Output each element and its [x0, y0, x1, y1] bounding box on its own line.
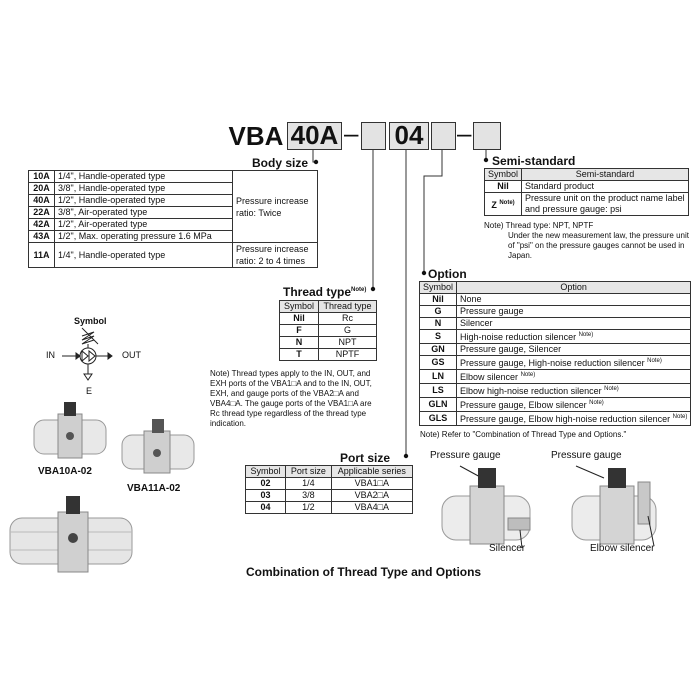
body-sym-2: 40A: [29, 195, 55, 207]
body-sym-3: 22A: [29, 207, 55, 219]
thread-type-note: Note) Thread types apply to the IN, OUT, and EXH ports of the VBA1□A and to the IN, OUT, EXH, and gauge ports of the VBA2□A and VBA4□A. The gauge ports of the VBA1□A are Rc thread type regardless of the thread type indication.: [210, 369, 372, 428]
body-sym-6: 11A: [29, 243, 55, 268]
port-series-0: VBA1□A: [331, 478, 412, 490]
port-size-1: 3/8: [286, 490, 332, 502]
symbol-out-label: OUT: [122, 350, 141, 360]
model-prefix: VBA: [228, 121, 284, 151]
option-desc-1: Pressure gauge: [460, 306, 524, 316]
body-sym-0: 10A: [29, 171, 55, 183]
option-sym-1: G: [420, 306, 457, 318]
option-gauge-silencer-icon: [430, 456, 545, 556]
port-code-box: 04: [389, 122, 429, 150]
body-ratio-2to4: Pressure increase ratio: 2 to 4 times: [233, 243, 318, 268]
pressure-gauge-label-2: Pressure gauge: [551, 450, 622, 461]
semi-standard-table: [484, 168, 689, 216]
option-gauge-elbow-silencer-icon: [566, 456, 681, 556]
option-sym-6: LN: [420, 370, 457, 384]
port-sym-1: 03: [246, 490, 286, 502]
silencer-label: Silencer: [489, 543, 526, 554]
body-desc-6: 1/4", Handle-operated type: [55, 243, 233, 268]
semi-note-body: Under the new measurement law, the pressure unit of "psi" on the pressure gauges cannot be used in Japan.: [508, 231, 689, 260]
option-desc-7: Elbow high-noise reduction silencer: [460, 386, 602, 396]
thread-sym-0: Nil: [280, 313, 319, 325]
body-desc-4: 1/2", Air-operated type: [55, 219, 233, 231]
thread-val-2: NPT: [319, 337, 377, 349]
option-sym-8: GLN: [420, 398, 457, 412]
vba40a-product-icon: [6, 492, 136, 576]
port-size-0: 1/4: [286, 478, 332, 490]
body-sym-1: 20A: [29, 183, 55, 195]
option-desc-4: Pressure gauge, Silencer: [460, 344, 562, 354]
dash-2: –: [457, 118, 472, 148]
port-col-series: Applicable series: [331, 466, 412, 478]
vba11a-product-icon: [118, 415, 198, 477]
symbol-title: Symbol: [74, 316, 107, 326]
size-code-box: 40A: [287, 122, 342, 150]
product-label-2: VBA11A-02: [127, 483, 181, 494]
option-note-3: Note): [578, 332, 594, 338]
thread-val-3: NPTF: [319, 349, 377, 361]
semi-desc-0: Standard product: [522, 181, 689, 193]
body-desc-2: 1/2", Handle-operated type: [55, 195, 233, 207]
port-series-2: VBA4□A: [331, 502, 412, 514]
port-sym-0: 02: [246, 478, 286, 490]
option-desc-8: Pressure gauge, Elbow silencer: [460, 400, 587, 410]
semi-standard-note: [484, 221, 690, 261]
product-label-1: VBA10A-02: [38, 466, 92, 477]
body-desc-5: 1/2", Max. operating pressure 1.6 MPa: [55, 231, 233, 243]
body-desc-3: 3/8", Air-operated type: [55, 207, 233, 219]
option-col-symbol: Symbol: [420, 282, 457, 294]
port-size-title: Port size: [340, 451, 391, 465]
option-note-8: Note): [589, 400, 604, 406]
option-sym-4: GN: [420, 344, 457, 356]
semi-sym-0: Nil: [485, 181, 522, 193]
elbow-silencer-label: Elbow silencer: [590, 543, 655, 554]
booster-symbol-icon: [60, 326, 124, 388]
port-series-1: VBA2□A: [331, 490, 412, 502]
semi-note-head: Note) Thread type: NPT, NPTF: [484, 221, 594, 230]
port-col-symbol: Symbol: [246, 466, 286, 478]
port-size-table: [245, 465, 413, 514]
body-sym-5: 43A: [29, 231, 55, 243]
option-sym-5: GS: [420, 356, 457, 370]
thread-val-1: G: [319, 325, 377, 337]
option-title: Option: [428, 267, 467, 281]
port-size-2: 1/2: [286, 502, 332, 514]
body-ratio-twice: Pressure increase ratio: Twice: [233, 171, 318, 243]
combination-title: Combination of Thread Type and Options: [246, 565, 482, 579]
semi-sym-1: Z: [491, 199, 497, 210]
option-note-5: Note): [647, 358, 662, 364]
option-sym-3: S: [420, 330, 457, 344]
thread-sym-2: N: [280, 337, 319, 349]
option-note-9: Note): [672, 414, 688, 420]
option-desc-6: Elbow silencer: [460, 372, 519, 382]
semi-col-semi: Semi-standard: [522, 169, 689, 181]
body-size-title: Body size: [252, 156, 309, 170]
semi-standard-title: Semi-standard: [492, 154, 576, 168]
option-sym-0: Nil: [420, 294, 457, 306]
option-desc-2: Silencer: [460, 318, 493, 328]
option-sym-7: LS: [420, 384, 457, 398]
semi-sym-1-note: Note): [499, 199, 515, 206]
thread-type-title-text: Thread type: [283, 285, 352, 299]
thread-col-symbol: Symbol: [280, 301, 319, 313]
thread-val-0: Rc: [319, 313, 377, 325]
pressure-gauge-label-1: Pressure gauge: [430, 450, 501, 461]
thread-type-title-note: Note): [351, 287, 367, 293]
body-size-table: [28, 170, 318, 268]
thread-sym-3: T: [280, 349, 319, 361]
option-note-6: Note): [520, 372, 536, 378]
semi-col-symbol: Symbol: [485, 169, 522, 181]
vba10a-product-icon: [30, 400, 110, 462]
semi-desc-1: Pressure unit on the product name label and pressure gauge: psi: [522, 193, 689, 216]
body-desc-0: 1/4", Handle-operated type: [55, 171, 233, 183]
symbol-in-label: IN: [46, 350, 55, 360]
option-desc-3: High-noise reduction silencer: [460, 332, 577, 342]
option-col-option: Option: [457, 282, 691, 294]
option-note-7: Note): [604, 386, 619, 392]
option-desc-5: Pressure gauge, High-noise reduction silencer: [460, 358, 645, 368]
thread-sym-1: F: [280, 325, 319, 337]
port-sym-2: 04: [246, 502, 286, 514]
symbol-e-label: E: [86, 386, 93, 396]
port-col-size: Port size: [286, 466, 332, 478]
option-note: Note) Refer to "Combination of Thread Type and Options.": [420, 430, 627, 439]
thread-type-title: [283, 285, 366, 299]
option-sym-9: GLS: [420, 412, 457, 426]
option-desc-9: Pressure gauge, Elbow high-noise reduction silencer: [460, 414, 671, 424]
thread-col-type: Thread type: [319, 301, 377, 313]
option-sym-2: N: [420, 318, 457, 330]
dash-1: –: [344, 118, 359, 148]
body-sym-4: 42A: [29, 219, 55, 231]
option-table: [419, 281, 691, 426]
thread-type-table: [279, 300, 377, 361]
body-desc-1: 3/8", Handle-operated type: [55, 183, 233, 195]
option-desc-0: None: [460, 294, 482, 304]
